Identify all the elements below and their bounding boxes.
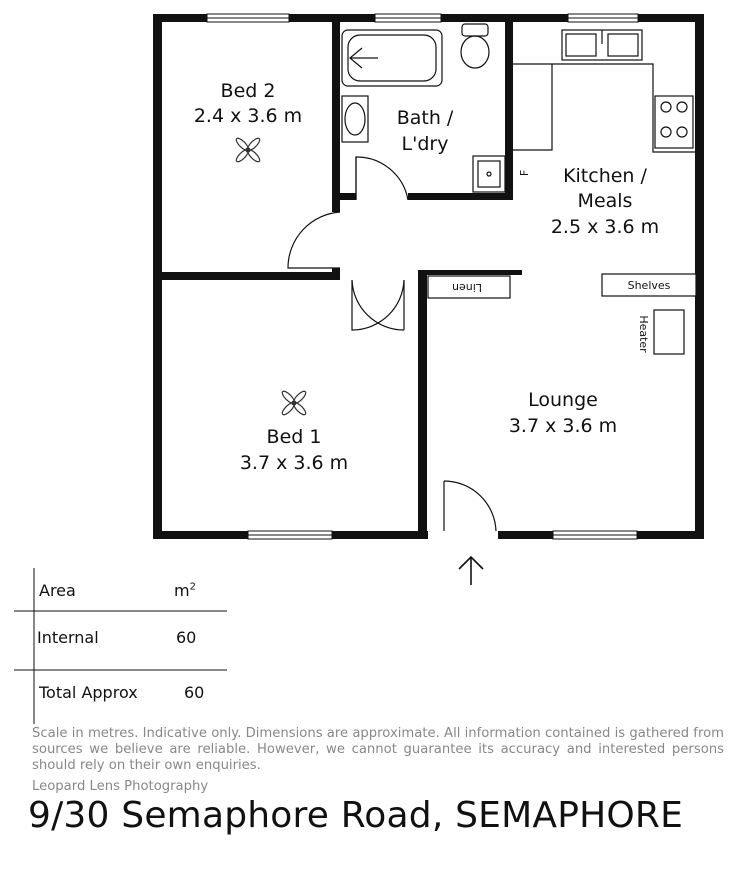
shelves-label: Shelves <box>627 279 671 292</box>
heater <box>637 310 684 354</box>
total-value: 60 <box>184 683 205 702</box>
kitchen-dims: 2.5 x 3.6 m <box>550 216 660 238</box>
bath-name-2: L'dry <box>401 133 449 155</box>
bed1-dims: 3.7 x 3.6 m <box>239 452 349 474</box>
kitchen-counter <box>513 30 695 152</box>
fridge-label: F <box>518 169 531 177</box>
area-unit-sup: 2 <box>189 581 196 593</box>
area-header-unit <box>174 581 196 600</box>
total-label: Total Approx <box>39 683 138 702</box>
shelves <box>602 274 696 296</box>
bath-name: Bath / <box>396 107 454 129</box>
credit: Leopard Lens Photography <box>32 779 209 794</box>
entry-arrow-icon <box>459 557 483 585</box>
basin <box>342 96 368 142</box>
area-header-label: Area <box>39 581 76 600</box>
internal-label: Internal <box>37 628 99 647</box>
linen-label: Linen <box>452 281 482 294</box>
area-unit: m <box>174 581 190 600</box>
bathtub <box>342 30 442 86</box>
heater-label: Heater <box>637 315 650 353</box>
lounge-dims: 3.7 x 3.6 m <box>508 415 618 437</box>
lounge-name: Lounge <box>528 389 598 411</box>
kitchen-name: Kitchen / <box>563 165 647 187</box>
area-table <box>14 568 229 724</box>
internal-value: 60 <box>176 628 197 647</box>
disclaimer: Scale in metres. Indicative only. Dimensions are approximate. All information contained is gathered from sources we believe are reliable. However, we cannot guarantee its accuracy and interested persons should rely on their own enquiries. <box>32 726 724 773</box>
door-swings <box>288 157 496 531</box>
ceiling-fan-icon <box>235 137 262 164</box>
bed2-name: Bed 2 <box>220 80 276 102</box>
linen-cupboard <box>428 276 510 298</box>
bed2-dims: 2.4 x 3.6 m <box>193 105 303 127</box>
bed1-name: Bed 1 <box>266 426 322 448</box>
address-title: 9/30 Semaphore Road, SEMAPHORE <box>28 795 684 836</box>
kitchen-name-2: Meals <box>577 190 633 212</box>
laundry-tub <box>473 156 505 192</box>
ceiling-fan-icon <box>281 390 308 417</box>
door-gaps <box>331 192 498 540</box>
toilet <box>461 24 489 68</box>
